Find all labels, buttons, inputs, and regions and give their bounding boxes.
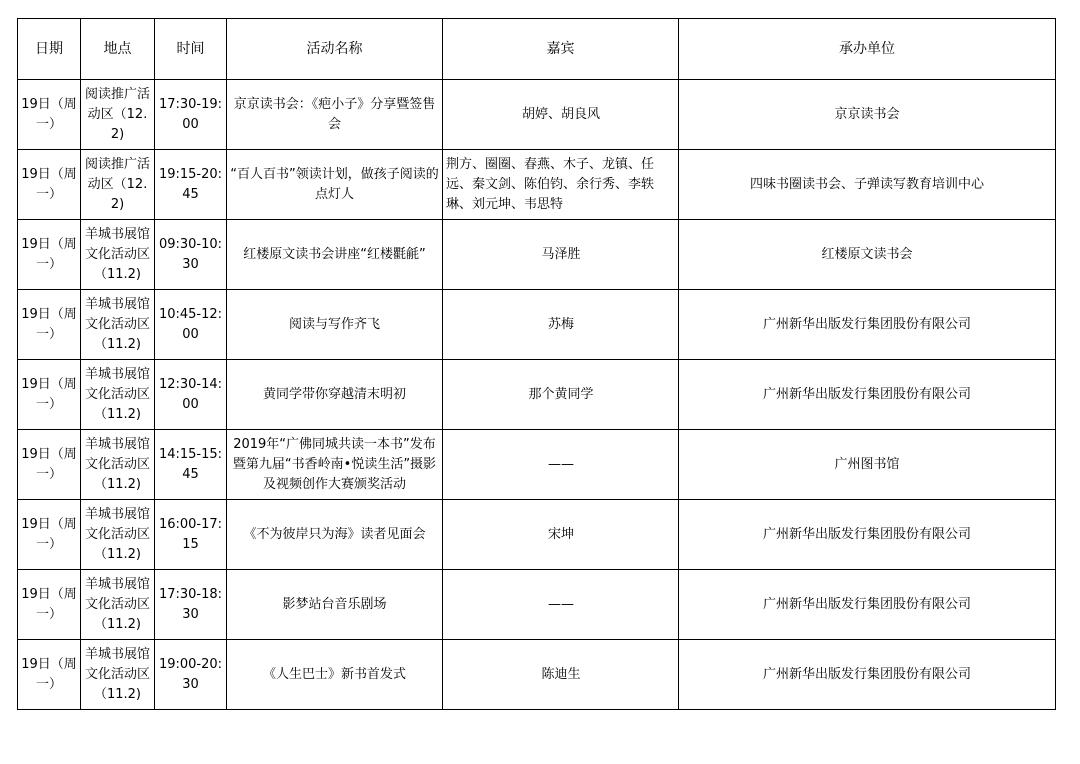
event-cell: 阅读与写作齐飞 [227,290,443,360]
event-cell: 《人生巴士》新书首发式 [227,640,443,710]
header-guests: 嘉宾 [443,19,679,80]
guests-cell: 胡婷、胡良风 [443,80,679,150]
date-cell: 19日（周一） [18,570,81,640]
table-row [18,220,1056,290]
organizer-cell: 四味书圈读书会、子弹读写教育培训中心 [679,150,1056,220]
guests-cell: 荆方、圈圈、春燕、木子、龙镇、任远、秦文剑、陈伯钧、余行秀、李轶琳、刘元坤、韦思特 [443,150,679,220]
date-cell: 19日（周一） [18,80,81,150]
header-event: 活动名称 [227,19,443,80]
table-row [18,150,1056,220]
date-cell: 19日（周一） [18,150,81,220]
header-time: 时间 [155,19,227,80]
time-cell: 16:00-17:15 [155,500,227,570]
guests-cell: —— [443,570,679,640]
venue-cell: 阅读推广活动区（12.2) [81,80,155,150]
guests-cell: 马泽胜 [443,220,679,290]
event-cell: 红楼原文读书会讲座“红楼氍毹” [227,220,443,290]
time-cell: 17:30-19:00 [155,80,227,150]
organizer-cell: 红楼原文读书会 [679,220,1056,290]
time-cell: 10:45-12:00 [155,290,227,360]
table-row [18,360,1056,430]
organizer-cell: 广州新华出版发行集团股份有限公司 [679,500,1056,570]
guests-cell: 苏梅 [443,290,679,360]
time-cell: 19:00-20:30 [155,640,227,710]
time-cell: 17:30-18:30 [155,570,227,640]
event-cell: 影梦站台音乐剧场 [227,570,443,640]
event-cell: 2019年“广佛同城共读一本书”发布暨第九届“书香岭南•悦读生活”摄影及视频创作大赛颁奖活动 [227,430,443,500]
date-cell: 19日（周一） [18,220,81,290]
table-row [18,430,1056,500]
organizer-cell: 广州图书馆 [679,430,1056,500]
guests-cell: 那个黄同学 [443,360,679,430]
table-row [18,570,1056,640]
event-cell: 京京读书会：《疤小子》分享暨签售会 [227,80,443,150]
organizer-cell: 京京读书会 [679,80,1056,150]
organizer-cell: 广州新华出版发行集团股份有限公司 [679,290,1056,360]
venue-cell: 羊城书展馆文化活动区（11.2) [81,500,155,570]
time-cell: 09:30-10:30 [155,220,227,290]
venue-cell: 羊城书展馆文化活动区（11.2) [81,290,155,360]
table-row [18,80,1056,150]
header-venue: 地点 [81,19,155,80]
event-cell: 黄同学带你穿越清末明初 [227,360,443,430]
time-cell: 19:15-20:45 [155,150,227,220]
venue-cell: 羊城书展馆文化活动区（11.2) [81,360,155,430]
date-cell: 19日（周一） [18,430,81,500]
venue-cell: 羊城书展馆文化活动区（11.2) [81,220,155,290]
table-row [18,640,1056,710]
time-cell: 14:15-15:45 [155,430,227,500]
venue-cell: 羊城书展馆文化活动区（11.2) [81,640,155,710]
header-organizer: 承办单位 [679,19,1056,80]
event-cell: “百人百书”领读计划，做孩子阅读的点灯人 [227,150,443,220]
date-cell: 19日（周一） [18,290,81,360]
organizer-cell: 广州新华出版发行集团股份有限公司 [679,570,1056,640]
event-cell: 《不为彼岸只为海》读者见面会 [227,500,443,570]
guests-cell: 陈迪生 [443,640,679,710]
organizer-cell: 广州新华出版发行集团股份有限公司 [679,640,1056,710]
header-row [18,19,1056,80]
header-date: 日期 [18,19,81,80]
venue-cell: 羊城书展馆文化活动区（11.2) [81,570,155,640]
date-cell: 19日（周一） [18,640,81,710]
table-row [18,290,1056,360]
guests-cell: 宋坤 [443,500,679,570]
organizer-cell: 广州新华出版发行集团股份有限公司 [679,360,1056,430]
table-row [18,500,1056,570]
venue-cell: 阅读推广活动区（12.2) [81,150,155,220]
guests-cell: —— [443,430,679,500]
venue-cell: 羊城书展馆文化活动区（11.2) [81,430,155,500]
date-cell: 19日（周一） [18,360,81,430]
date-cell: 19日（周一） [18,500,81,570]
schedule-table [17,18,1056,710]
time-cell: 12:30-14:00 [155,360,227,430]
